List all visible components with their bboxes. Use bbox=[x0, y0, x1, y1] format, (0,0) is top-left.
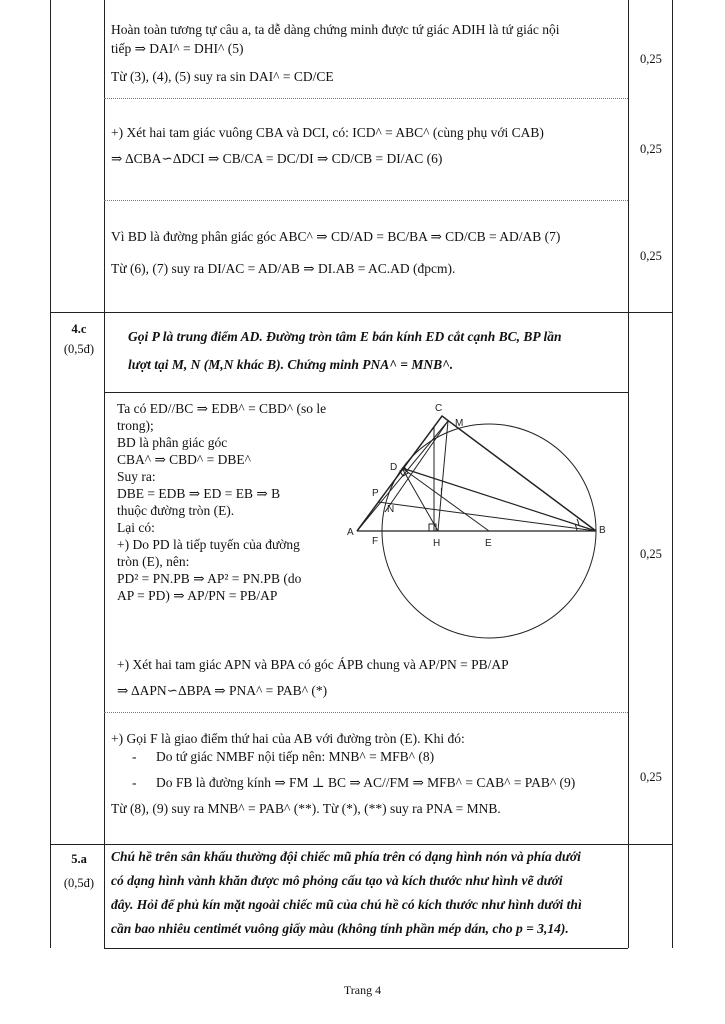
figure-label: M bbox=[455, 418, 464, 429]
question-number: 5.a bbox=[71, 852, 87, 866]
text-line: +) Xét hai tam giác vuông CBA và DCI, có: ICD^ = ABC^ (cùng phụ với CAB) bbox=[111, 125, 544, 140]
proof-line: tròn (E), nên: bbox=[117, 554, 190, 569]
text-line: tiếp ⇒ DAI^ = DHI^ (5) bbox=[111, 41, 244, 56]
proof-line: CBA^ ⇒ CBD^ = DBE^ bbox=[117, 452, 251, 467]
figure-label: A bbox=[347, 527, 354, 538]
question-prompt: có dạng hình vành khăn được mô phỏng cấu tạo và kích thước như hình vẽ dưới bbox=[111, 873, 563, 888]
score: 0,25 bbox=[640, 52, 662, 66]
proof-line: PD² = PN.PB ⇒ AP² = PN.PB (do bbox=[117, 571, 302, 586]
separator-dotted bbox=[104, 712, 628, 713]
bullet-item: - bbox=[132, 775, 137, 790]
geometry-figure bbox=[345, 400, 605, 660]
column-divider-2 bbox=[628, 0, 629, 948]
proof-text bbox=[117, 400, 326, 604]
proof-line: BD là phân giác góc bbox=[117, 435, 228, 450]
text-line: Từ (3), (4), (5) suy ra sin DAI^ = CD/CE bbox=[111, 69, 334, 84]
figure-label: C bbox=[435, 403, 443, 414]
row-divider-bottom bbox=[104, 948, 628, 949]
table-border-left bbox=[50, 0, 51, 948]
table-border-right bbox=[672, 0, 673, 948]
figure-label: N bbox=[387, 504, 395, 515]
score: 0,25 bbox=[640, 547, 662, 561]
proof-line: trong); bbox=[117, 418, 154, 433]
bullet-item: Do tứ giác NMBF nội tiếp nên: MNB^ = MFB^ (8) bbox=[156, 749, 435, 764]
score: 0,25 bbox=[640, 770, 662, 784]
text-line: +) Gọi F là giao điểm thứ hai của AB với đường tròn (E). Khi đó: bbox=[111, 731, 465, 746]
proof-line: DBE = EDB ⇒ ED = EB ⇒ B bbox=[117, 486, 281, 501]
score: 0,25 bbox=[640, 142, 662, 156]
question-prompt: đây. Hỏi để phủ kín mặt ngoài chiếc mũ của chú hề có kích thước như hình dưới thì bbox=[111, 897, 582, 912]
page-footer: Trang 4 bbox=[343, 983, 382, 997]
figure-label: B bbox=[599, 525, 606, 536]
proof-line: +) Do PD là tiếp tuyến của đường bbox=[117, 537, 300, 552]
figure-label: H bbox=[433, 538, 441, 549]
bullet-item: Do FB là đường kính ⇒ FM ⊥ BC ⇒ AC//FM ⇒ MFB^ = CAB^ = PAB^ (9) bbox=[156, 775, 576, 790]
figure-label: F bbox=[372, 536, 379, 547]
proof-line: Ta có ED//BC ⇒ EDB^ = CBD^ (so le bbox=[117, 401, 327, 416]
separator-dotted bbox=[104, 200, 628, 201]
text-line: +) Xét hai tam giác APN và BPA có góc ÁPB chung và AP/PN = PB/AP bbox=[117, 657, 509, 672]
question-prompt: Chú hề trên sân khấu thường đội chiếc mũ phía trên có dạng hình nón và phía dưới bbox=[111, 849, 581, 864]
proof-line: thuộc đường tròn (E). bbox=[117, 503, 235, 518]
bullet-item: - bbox=[132, 749, 137, 764]
proof-line: AP = PD) ⇒ AP/PN = PB/AP bbox=[117, 588, 278, 603]
column-divider-1 bbox=[104, 0, 105, 948]
question-prompt: cần bao nhiêu centimét vuông giấy màu (không tính phần mép dán, cho p = 3,14). bbox=[111, 921, 569, 936]
question-points: (0,5đ) bbox=[63, 876, 95, 890]
proof-line: Lại có: bbox=[117, 520, 155, 535]
figure-label: I bbox=[440, 487, 443, 498]
question-prompt: Gọi P là trung điểm AD. Đường tròn tâm E bán kính ED cắt cạnh BC, BP lần bbox=[128, 329, 562, 344]
score: 0,25 bbox=[640, 249, 662, 263]
text-line: Vì BD là đường phân giác góc ABC^ ⇒ CD/AD = BC/BA ⇒ CD/CB = AD/AB (7) bbox=[111, 229, 561, 244]
text-line: Từ (8), (9) suy ra MNB^ = PAB^ (**). Từ (*), (**) suy ra PNA = MNB. bbox=[111, 801, 501, 816]
figure-label: D bbox=[390, 462, 398, 473]
text-line: ⇒ ΔCBA∽ΔDCI ⇒ CB/CA = DC/DI ⇒ CD/CB = DI/AC (6) bbox=[111, 151, 443, 166]
text-line: Hoàn toàn tương tự câu a, ta dễ dàng chứng minh được tứ giác ADIH là tứ giác nội bbox=[111, 22, 560, 37]
text-line: ⇒ ΔAPN∽ΔBPA ⇒ PNA^ = PAB^ (*) bbox=[117, 683, 328, 698]
figure-label: P bbox=[372, 488, 379, 499]
text-line: Từ (6), (7) suy ra DI/AC = AD/AB ⇒ DI.AB = AC.AD (đpcm). bbox=[111, 261, 456, 276]
figure-label: E bbox=[485, 538, 492, 549]
question-prompt: lượt tại M, N (M,N khác B). Chứng minh PNA^ = MNB^. bbox=[128, 357, 454, 372]
question-number: 4.c bbox=[71, 322, 87, 336]
row-divider-4c-prompt bbox=[104, 392, 628, 393]
separator-dotted bbox=[104, 98, 628, 99]
question-points: (0,5đ) bbox=[63, 342, 95, 356]
proof-line: Suy ra: bbox=[117, 469, 156, 484]
row-divider-4c bbox=[50, 312, 672, 313]
row-divider-5a bbox=[50, 844, 672, 845]
